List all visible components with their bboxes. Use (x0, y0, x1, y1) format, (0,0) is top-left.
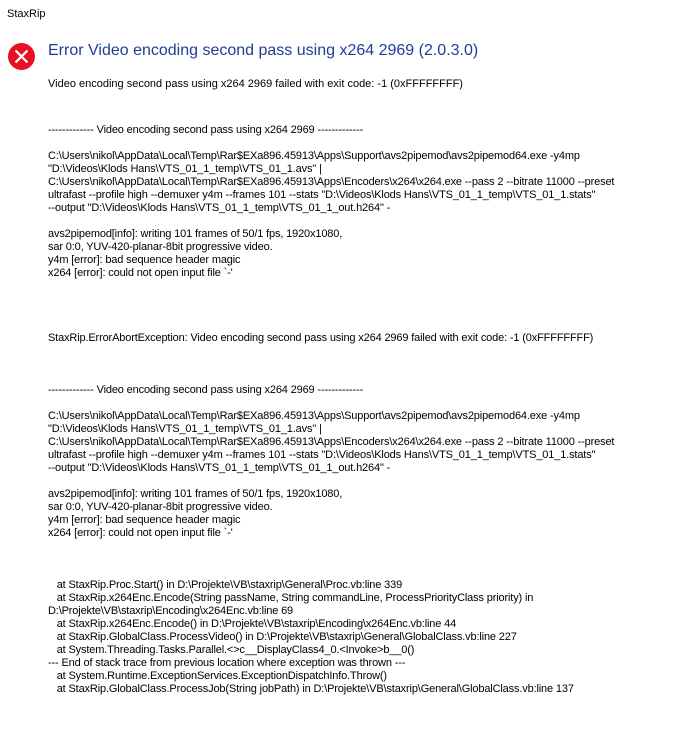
detail-line (48, 345, 680, 358)
detail-line: C:\Users\nikol\AppData\Local\Temp\Rar$EXa896.45913\Apps\Encoders\x264\x264.exe --pass 2 --bitrate 11000 --preset (48, 176, 615, 188)
detail-line (48, 215, 680, 228)
detail-line (48, 306, 680, 319)
detail-line (48, 371, 680, 384)
detail-line: StaxRip.ErrorAbortException: Video encoding second pass using x264 2969 failed with exit code: -1 (0xFFFFFFFF) (48, 332, 594, 344)
detail-line (48, 280, 680, 293)
detail-line: at StaxRip.GlobalClass.ProcessJob(String jobPath) in D:\Projekte\VB\staxrip\General\GlobalClass.vb:line 137 (48, 683, 574, 695)
detail-line: x264 [error]: could not open input file `-' (48, 527, 233, 539)
detail-line: ultrafast --profile high --demuxer y4m --frames 101 --stats "D:\Videos\Klods Hans\VTS_01_1_temp\VTS_01_1.stats" (48, 449, 596, 461)
detail-line: at StaxRip.GlobalClass.ProcessVideo() in D:\Projekte\VB\staxrip\General\GlobalClass.vb:line 227 (48, 631, 517, 643)
detail-line: sar 0:0, YUV-420-planar-8bit progressive video. (48, 501, 273, 513)
window-title: StaxRip (7, 8, 46, 20)
detail-line (48, 137, 680, 150)
detail-line (48, 319, 680, 332)
error-heading: Error Video encoding second pass using x264 2969 (2.0.3.0) (48, 42, 479, 59)
detail-line: at StaxRip.Proc.Start() in D:\Projekte\VB\staxrip\General\Proc.vb:line 339 (48, 579, 403, 591)
detail-line: avs2pipemod[info]: writing 101 frames of 50/1 fps, 1920x1080, (48, 228, 343, 240)
detail-line: sar 0:0, YUV-420-planar-8bit progressive video. (48, 241, 273, 253)
detail-line (48, 540, 680, 553)
detail-line (48, 293, 680, 306)
detail-line: x264 [error]: could not open input file `-' (48, 267, 233, 279)
detail-line: C:\Users\nikol\AppData\Local\Temp\Rar$EXa896.45913\Apps\Support\avs2pipemod\avs2pipemod64.exe -y4mp (48, 150, 580, 162)
error-details[interactable] (48, 124, 680, 696)
error-summary: Video encoding second pass using x264 2969 failed with exit code: -1 (0xFFFFFFFF) (48, 78, 463, 90)
detail-line (48, 566, 680, 579)
detail-line (48, 358, 680, 371)
detail-line: at System.Threading.Tasks.Parallel.<>c__DisplayClass4_0.<Invoke>b__0() (48, 644, 415, 656)
detail-line: "D:\Videos\Klods Hans\VTS_01_1_temp\VTS_01_1.avs" | (48, 163, 322, 175)
detail-line: D:\Projekte\VB\staxrip\Encoding\x264Enc.vb:line 69 (48, 605, 294, 617)
detail-line (48, 475, 680, 488)
error-icon (8, 43, 35, 70)
detail-line: --output "D:\Videos\Klods Hans\VTS_01_1_temp\VTS_01_1_out.h264" - (48, 202, 391, 214)
detail-line: "D:\Videos\Klods Hans\VTS_01_1_temp\VTS_01_1.avs" | (48, 423, 322, 435)
detail-line: C:\Users\nikol\AppData\Local\Temp\Rar$EXa896.45913\Apps\Encoders\x264\x264.exe --pass 2 --bitrate 11000 --preset (48, 436, 615, 448)
detail-line: y4m [error]: bad sequence header magic (48, 254, 241, 266)
detail-line: C:\Users\nikol\AppData\Local\Temp\Rar$EXa896.45913\Apps\Support\avs2pipemod\avs2pipemod64.exe -y4mp (48, 410, 580, 422)
detail-line (48, 397, 680, 410)
detail-line: ultrafast --profile high --demuxer y4m --frames 101 --stats "D:\Videos\Klods Hans\VTS_01_1_temp\VTS_01_1.stats" (48, 189, 596, 201)
detail-line: at System.Runtime.ExceptionServices.ExceptionDispatchInfo.Throw() (48, 670, 387, 682)
detail-line: ------------- Video encoding second pass using x264 2969 ------------- (48, 124, 364, 136)
detail-line: ------------- Video encoding second pass using x264 2969 ------------- (48, 384, 364, 396)
detail-line: y4m [error]: bad sequence header magic (48, 514, 241, 526)
detail-line: at StaxRip.x264Enc.Encode() in D:\Projekte\VB\staxrip\Encoding\x264Enc.vb:line 44 (48, 618, 457, 630)
detail-line (48, 553, 680, 566)
detail-line: --output "D:\Videos\Klods Hans\VTS_01_1_temp\VTS_01_1_out.h264" - (48, 462, 391, 474)
detail-line: avs2pipemod[info]: writing 101 frames of 50/1 fps, 1920x1080, (48, 488, 343, 500)
detail-line: at StaxRip.x264Enc.Encode(String passName, String commandLine, ProcessPriorityClass priority) in (48, 592, 534, 604)
detail-line: --- End of stack trace from previous location where exception was thrown --- (48, 657, 406, 669)
